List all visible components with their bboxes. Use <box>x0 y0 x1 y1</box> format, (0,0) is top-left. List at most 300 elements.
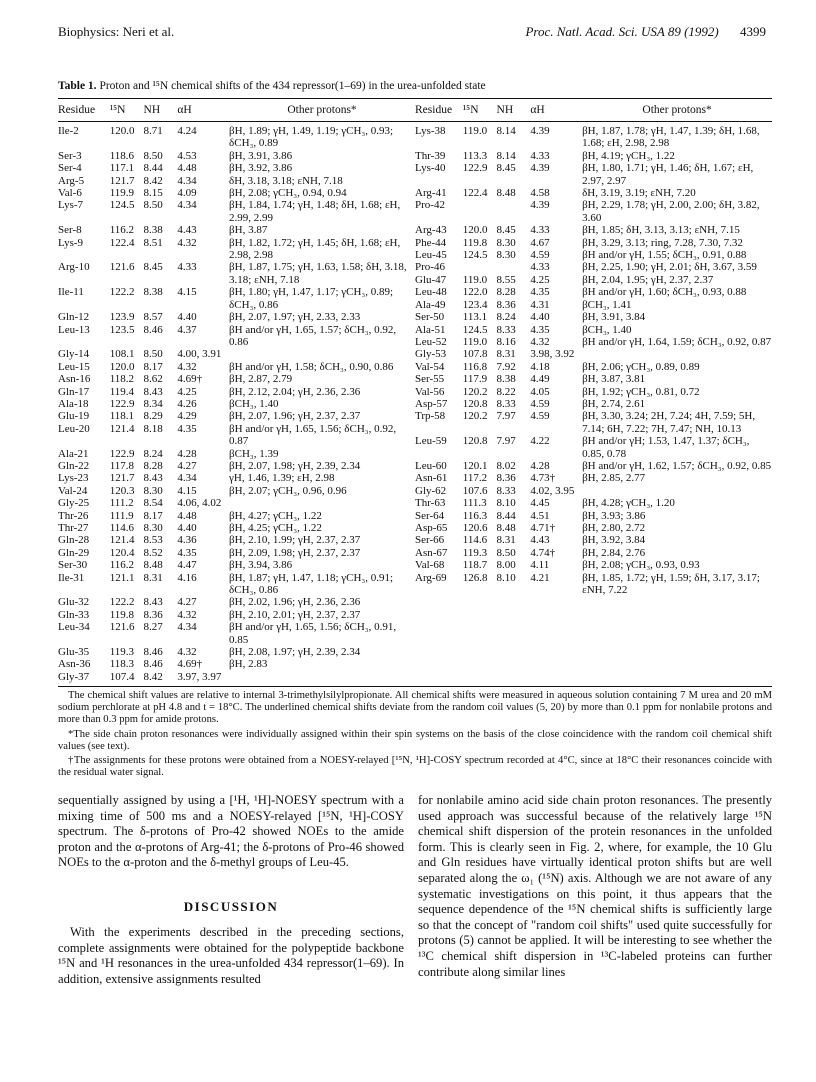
body-left-column <box>58 793 404 987</box>
residue-cell: Ser-66 <box>415 534 445 547</box>
other-protons-cell: βH, 2.07, 1.96; γH, 2.37, 2.37 <box>229 410 361 423</box>
residue-cell: Lys-38 <box>415 125 446 137</box>
other-protons-cell: βH, 3.94, 3.86 <box>229 559 293 572</box>
other-protons-cell: βH and/or γH, 1.65, 1.56; δCH₃, 0.92, 0.87 <box>229 422 397 448</box>
nh-cell: 8.02 <box>496 459 516 472</box>
nh-cell: 8.48 <box>143 559 163 572</box>
ah-cell: 4.59 <box>530 249 550 262</box>
n15-cell: 108.1 <box>109 348 135 361</box>
ah-cell: 4.33 <box>530 224 550 237</box>
nh-cell: 8.10 <box>496 571 516 584</box>
nh-cell: 8.50 <box>143 199 163 212</box>
table-row <box>415 311 772 323</box>
n15-cell: 116.2 <box>109 224 135 237</box>
other-protons-cell: δH, 3.18, 3.18; εNH, 7.18 <box>229 174 343 187</box>
n15-cell: 122.2 <box>109 596 135 609</box>
col-other-2: Other protons* <box>642 104 712 116</box>
ah-cell: 4.36 <box>177 534 197 547</box>
n15-cell: 107.8 <box>462 348 488 361</box>
table-row <box>415 398 772 410</box>
n15-cell: 113.1 <box>462 311 488 324</box>
other-protons-cell: βH, 2.09, 1.98; γH, 2.37, 2.37 <box>229 546 361 559</box>
residue-cell: Ser-8 <box>58 224 82 237</box>
table-row <box>415 435 772 460</box>
table-row <box>58 547 415 559</box>
residue-cell: Val-6 <box>58 187 82 200</box>
residue-cell: Arg-41 <box>415 187 447 200</box>
n15-cell: 107.4 <box>109 670 135 683</box>
nh-cell: 8.53 <box>143 534 163 547</box>
ah-cell: 4.32 <box>177 236 197 249</box>
table-row <box>58 286 415 311</box>
table-row <box>58 609 415 621</box>
other-protons-cell: βCH₃, 1.40 <box>582 323 632 336</box>
residue-cell: Gly-25 <box>58 497 90 510</box>
other-protons-cell: βH and/or γH, 1.55; δCH₃, 0.91, 0.88 <box>582 249 747 262</box>
table-row <box>58 534 415 546</box>
other-protons-cell: βH, 1.92; γCH₃, 0.81, 0.72 <box>582 385 700 398</box>
table-row <box>58 658 415 670</box>
n15-cell: 119.3 <box>462 546 488 559</box>
nh-cell: 8.62 <box>143 373 163 386</box>
n15-cell: 122.2 <box>109 286 135 299</box>
other-protons-cell: βH, 2.08, 1.97; γH, 2.39, 2.34 <box>229 646 361 659</box>
table-row <box>58 522 415 534</box>
table-row <box>58 423 415 448</box>
nh-cell: 8.36 <box>496 298 516 311</box>
ah-cell: 4.05 <box>530 385 550 398</box>
table-row <box>415 274 772 286</box>
residue-cell: Asn-16 <box>58 373 91 386</box>
col-15n: ¹⁵N <box>109 104 126 116</box>
table-row <box>58 324 415 349</box>
other-protons-cell: βH, 3.91, 3.84 <box>582 311 646 324</box>
n15-cell: 122.9 <box>109 397 135 410</box>
table-right-half <box>415 125 772 683</box>
nh-cell: 8.44 <box>496 509 516 522</box>
residue-cell: Trp-58 <box>415 410 446 423</box>
residue-cell: Gly-62 <box>415 484 447 497</box>
table-row <box>415 237 772 249</box>
residue-cell: Gly-37 <box>58 670 90 683</box>
nh-cell: 8.45 <box>143 261 163 274</box>
nh-cell: 7.97 <box>496 410 516 423</box>
discussion-paragraph: With the experiments described in the preceding sections, complete assignments were obtained for the polypeptide backbone ¹⁵N and ¹H resonances in the urea-unfolded 434 repressor(1–69). In addition, extensive assignments resulted <box>58 924 404 986</box>
table-label: Table 1. <box>58 80 97 92</box>
nh-cell: 8.33 <box>496 323 516 336</box>
residue-cell: Lys-7 <box>58 199 84 212</box>
other-protons-cell: βH, 3.87, 3.81 <box>582 373 646 386</box>
residue-cell: Leu-13 <box>58 323 90 336</box>
other-protons-cell: βH, 3.92, 3.86 <box>229 162 293 175</box>
table-row <box>415 361 772 373</box>
ah-cell: 4.00, 3.91 <box>177 348 222 361</box>
table-row <box>415 373 772 385</box>
other-protons-cell: βH, 1.87, 1.75; γH, 1.63, 1.58; δH, 3.18, 3.18; εNH, 7.18 <box>229 261 407 286</box>
nh-cell: 8.43 <box>143 472 163 485</box>
table-row <box>415 410 772 435</box>
ah-cell: 4.22 <box>530 435 550 448</box>
table-header <box>58 99 772 121</box>
ah-cell: 3.97, 3.97 <box>177 670 222 683</box>
n15-cell: 120.6 <box>462 522 488 534</box>
ah-cell: 4.34 <box>177 472 197 485</box>
other-protons-cell: βH, 1.87; γH, 1.47, 1.18; γCH₃, 0.91; δCH₃, 0.86 <box>229 571 394 597</box>
other-protons-cell: βH, 3.93; 3.86 <box>582 509 646 522</box>
n15-cell: 120.4 <box>109 546 135 559</box>
residue-cell: Gln-33 <box>58 608 90 621</box>
nh-cell: 7.92 <box>496 360 516 373</box>
ah-cell: 4.06, 4.02 <box>177 497 222 510</box>
other-protons-cell <box>227 671 415 683</box>
other-protons-cell: βH, 2.74, 2.61 <box>582 397 646 410</box>
ah-cell: 4.47 <box>177 559 197 572</box>
table-caption <box>58 80 486 92</box>
n15-cell: 120.8 <box>462 435 488 448</box>
table-footnotes <box>58 690 772 781</box>
nh-cell: 8.28 <box>496 286 516 299</box>
nh-cell: 8.50 <box>143 149 163 162</box>
other-protons-cell: βH, 2.80, 2.72 <box>582 522 646 534</box>
nh-cell: 8.00 <box>496 559 516 572</box>
table-row <box>415 472 772 484</box>
ah-cell: 4.33 <box>530 149 550 162</box>
nh-cell: 8.43 <box>143 596 163 609</box>
residue-cell: Thr-39 <box>415 149 446 162</box>
n15-cell: 122.9 <box>462 162 488 175</box>
ah-cell: 4.28 <box>177 447 197 460</box>
n15-cell: 116.2 <box>109 559 135 572</box>
col-residue-2: Residue <box>415 104 453 116</box>
ah-cell: 4.24 <box>177 125 197 137</box>
n15-cell: 121.4 <box>109 534 135 547</box>
ah-cell: 4.73† <box>530 472 556 485</box>
nh-cell: 8.52 <box>143 546 163 559</box>
table-row <box>58 448 415 460</box>
residue-cell: Lys-9 <box>58 236 84 249</box>
n15-cell: 120.2 <box>462 385 488 398</box>
n15-cell: 119.0 <box>462 335 488 348</box>
table-row <box>58 261 415 286</box>
other-protons-cell: βH, 2.12, 2.04; γH, 2.36, 2.36 <box>229 385 361 398</box>
table-row <box>415 299 772 311</box>
residue-cell: Leu-20 <box>58 422 90 435</box>
nh-cell: 8.30 <box>143 484 163 497</box>
ah-cell: 4.25 <box>177 385 197 398</box>
n15-cell: 117.2 <box>462 472 488 485</box>
residue-cell: Ser-50 <box>415 311 445 324</box>
table-row <box>58 224 415 236</box>
other-protons-cell: βH, 2.08; γCH₃, 0.93, 0.93 <box>582 559 700 572</box>
other-protons-cell <box>227 348 415 360</box>
data-table <box>58 98 772 687</box>
table-row <box>415 199 772 224</box>
other-protons-cell: βH, 2.83 <box>229 658 268 671</box>
n15-cell: 118.1 <box>109 410 135 423</box>
table-row <box>415 324 772 336</box>
ah-cell: 4.34 <box>177 621 197 634</box>
nh-cell: 8.71 <box>143 125 163 137</box>
residue-cell: Ser-3 <box>58 149 82 162</box>
ah-cell: 4.39 <box>530 162 550 175</box>
ah-cell: 4.33 <box>177 261 197 274</box>
n15-cell: 119.0 <box>462 273 488 286</box>
other-protons-cell: βH, 3.87 <box>229 224 268 237</box>
residue-cell: Glu-35 <box>58 646 90 659</box>
residue-cell: Pro-46 <box>415 261 445 274</box>
table-row <box>415 572 772 597</box>
table-row <box>58 572 415 597</box>
nh-cell: 8.45 <box>496 162 516 175</box>
n15-cell: 114.6 <box>462 534 488 547</box>
residue-cell: Ile-2 <box>58 125 79 137</box>
table-row <box>58 410 415 422</box>
table-row <box>415 150 772 162</box>
other-protons-cell: βH and/or γH; 1.53, 1.47, 1.37; δCH₃, 0.85, 0.78 <box>582 435 750 460</box>
table-left-half <box>58 125 415 683</box>
n15-cell: 120.0 <box>109 360 135 373</box>
other-protons-cell: βH, 4.25; γCH₃, 1.22 <box>229 522 322 534</box>
other-protons-cell: βCH₃, 1.41 <box>582 298 632 311</box>
residue-cell: Glu-32 <box>58 596 90 609</box>
nh-cell: 8.54 <box>143 497 163 510</box>
other-protons-cell: βH, 4.27; γCH₃, 1.22 <box>229 509 322 522</box>
ah-cell: 4.40 <box>530 311 550 324</box>
residue-cell: Val-56 <box>415 385 445 398</box>
n15-cell: 121.4 <box>109 422 135 435</box>
residue-cell: Gln-28 <box>58 534 90 547</box>
section-heading: DISCUSSION <box>183 898 279 914</box>
other-protons-cell: βH, 3.91, 3.86 <box>229 149 293 162</box>
nh-cell: 8.24 <box>496 311 516 324</box>
n15-cell: 120.0 <box>109 125 135 137</box>
other-protons-cell: βH, 3.29, 3.13; ring, 7.28, 7.30, 7.32 <box>582 236 743 249</box>
header-citation: Proc. Natl. Acad. Sci. USA 89 (1992) <box>525 24 719 39</box>
nh-cell: 8.36 <box>143 608 163 621</box>
n15-cell: 120.0 <box>462 224 488 237</box>
residue-cell: Lys-40 <box>415 162 446 175</box>
ah-cell: 4.33 <box>530 261 550 274</box>
residue-cell: Glu-47 <box>415 273 447 286</box>
residue-cell: Gly-14 <box>58 348 90 361</box>
nh-cell: 8.15 <box>143 187 163 200</box>
nh-cell: 8.30 <box>143 522 163 534</box>
residue-cell: Leu-60 <box>415 459 447 472</box>
ah-cell: 4.39 <box>530 125 550 137</box>
nh-cell: 8.44 <box>143 162 163 175</box>
n15-cell: 121.1 <box>109 571 135 584</box>
col-other: Other protons* <box>287 104 357 116</box>
nh-cell: 7.97 <box>496 435 516 448</box>
ah-cell: 4.40 <box>177 522 197 534</box>
nh-cell: 8.30 <box>496 236 516 249</box>
table-row <box>415 286 772 298</box>
residue-cell: Gln-17 <box>58 385 90 398</box>
other-protons-cell: βH, 2.02, 1.96; γH, 2.36, 2.36 <box>229 596 361 609</box>
nh-cell: 8.38 <box>143 286 163 299</box>
nh-cell: 8.18 <box>143 422 163 435</box>
n15-cell: 118.2 <box>109 373 135 386</box>
table-row <box>415 510 772 522</box>
other-protons-cell: βH and/or γH, 1.65, 1.56; δCH₃, 0.91, 0.85 <box>229 621 397 646</box>
ah-cell: 4.51 <box>530 509 550 522</box>
n15-cell: 122.9 <box>109 447 135 460</box>
nh-cell: 8.14 <box>496 149 516 162</box>
footnote-dagger: †The assignments for these protons were obtained from a NOESY-relayed [¹⁵N, ¹H]-COSY spectrum recorded at 4°C, since at 18°C their resonances coincide with the residual water signal. <box>58 755 772 779</box>
n15-cell: 118.7 <box>462 559 488 572</box>
n15-cell: 114.6 <box>109 522 135 534</box>
residue-cell: Ala-21 <box>58 447 89 460</box>
n15-cell: 120.3 <box>109 484 135 497</box>
residue-cell: Leu-52 <box>415 335 447 348</box>
other-protons-cell: βH, 2.07, 1.97; γH, 2.33, 2.33 <box>229 311 361 324</box>
other-protons-cell: βH, 2.87, 2.79 <box>229 373 293 386</box>
body-paragraph-right: for nonlabile amino acid side chain proton resonances. The presently used approach was successful because of the relatively large ¹⁵N chemical shift dispersion of the protein resonances in the unfolded form. This is clearly seen in Fig. 2, where, for example, the 10 Glu and Gln residues have virtually identical proton shifts but are well separated along the ω₁ (¹⁵N) axis. Although we are not aware of any systematic investigations on this point, it thus appears that the sequence dependence of the ¹⁵N chemical shifts is sufficiently large so that the concept of "random coil shifts" used quite successfully for protons (5) cannot be applied. It will be interesting to see whether the ¹³C chemical shift dispersion in ¹³C-labeled proteins can further contribute along similar lines <box>418 793 772 979</box>
ah-cell: 4.35 <box>530 286 550 299</box>
nh-cell: 8.31 <box>496 348 516 361</box>
other-protons-cell: γH, 1.46, 1.39; εH, 2.98 <box>229 472 335 485</box>
ah-cell: 4.11 <box>530 559 550 572</box>
body-paragraph: sequentially assigned by using a [¹H, ¹H]-NOESY spectrum with a mixing time of 500 ms and a NOESY-relayed [¹⁵N, ¹H]-COSY spectrum. The δ-protons of Pro-42 showed NOEs to the amide proton and the α-protons of Arg-41; the δ-protons of Pro-46 showed NOEs to the α-proton and the δ-methyl groups of Leu-45. <box>58 793 404 870</box>
running-header <box>58 24 766 44</box>
n15-cell: 119.8 <box>462 236 488 249</box>
other-protons-cell: βH, 1.82, 1.72; γH, 1.45; δH, 1.68; εH, 2.98, 2.98 <box>229 236 401 262</box>
nh-cell: 8.51 <box>143 236 163 249</box>
table-row <box>58 199 415 224</box>
ah-cell: 4.25 <box>530 273 550 286</box>
ah-cell: 4.32 <box>177 646 197 659</box>
residue-cell: Val-54 <box>415 360 445 373</box>
other-protons-cell: βH, 2.07; γCH₃, 0.96, 0.96 <box>229 484 347 497</box>
other-protons-cell: βH, 4.28; γCH₃, 1.20 <box>582 497 675 510</box>
table-row <box>58 361 415 373</box>
table-row <box>58 386 415 398</box>
table-row <box>415 534 772 546</box>
n15-cell: 117.1 <box>109 162 135 175</box>
ah-cell: 4.40 <box>177 311 197 324</box>
ah-cell: 4.34 <box>177 174 197 187</box>
other-protons-cell: βH and/or γH, 1.58; δCH₃, 0.90, 0.86 <box>229 360 394 373</box>
ah-cell: 4.27 <box>177 459 197 472</box>
table-row <box>415 249 772 261</box>
n15-cell: 122.4 <box>462 187 488 200</box>
table-row <box>415 547 772 559</box>
other-protons-cell: βH, 4.19; γCH₃, 1.22 <box>582 149 675 162</box>
other-protons-cell <box>580 485 772 497</box>
ah-cell: 4.37 <box>177 323 197 336</box>
residue-cell: Arg-43 <box>415 224 447 237</box>
nh-cell: 8.33 <box>496 484 516 497</box>
ah-cell: 4.35 <box>177 422 197 435</box>
n15-cell <box>463 261 497 273</box>
residue-cell: Thr-63 <box>415 497 446 510</box>
other-protons-cell: βH, 2.10, 1.99; γH, 2.37, 2.37 <box>229 534 361 547</box>
table-row <box>58 125 415 150</box>
table-title: Proton and ¹⁵N chemical shifts of the 434 repressor(1–69) in the urea-unfolded state <box>99 80 486 92</box>
footnote-main: The chemical shift values are relative to internal 3-trimethylsilylpropionate. All chemical shifts were measured in aqueous solution containing 7 M urea and 20 mM sodium perchlorate at pH 4.8 and t = 18°C. The underlined chemical shifts deviate from the random coil values (5, 20) by more than 0.1 ppm for nonlabile protons and more than 0.3 ppm for amide protons. <box>58 690 772 726</box>
table-row <box>58 150 415 162</box>
ah-cell: 4.59 <box>530 397 550 410</box>
other-protons-cell: βH, 2.10, 2.01; γH, 2.37, 2.37 <box>229 608 361 621</box>
table-row <box>58 671 415 683</box>
other-protons-cell: βH, 2.25, 1.90; γH, 2.01; δH, 3.67, 3.59 <box>582 261 757 274</box>
other-protons-cell: βH, 2.07, 1.98; γH, 2.39, 2.34 <box>229 459 361 472</box>
table-row <box>58 485 415 497</box>
ah-cell: 4.28 <box>530 459 550 472</box>
nh-cell <box>497 199 531 224</box>
nh-cell: 8.28 <box>143 459 163 472</box>
n15-cell: 117.9 <box>462 373 488 386</box>
other-protons-cell <box>580 348 772 360</box>
nh-cell: 8.50 <box>496 546 516 559</box>
other-protons-cell: βH, 1.80, 1.71; γH, 1.46; δH, 1.67; εH, 2.97, 2.97 <box>582 162 754 187</box>
residue-cell: Thr-26 <box>58 509 89 522</box>
ah-cell: 4.71† <box>530 522 556 534</box>
nh-cell: 8.38 <box>496 373 516 386</box>
n15-cell: 119.9 <box>109 187 135 200</box>
table-row <box>58 646 415 658</box>
other-protons-cell: βH and/or γH, 1.64, 1.59; δCH₃, 0.92, 0.87 <box>582 335 772 348</box>
nh-cell: 8.27 <box>143 621 163 634</box>
other-protons-cell: βH, 1.84, 1.74; γH, 1.48; δH, 1.68; εH, 2.99, 2.99 <box>229 199 401 224</box>
other-protons-cell: βH, 2.06; γCH₃, 0.89, 0.89 <box>582 360 700 373</box>
table-row <box>58 175 415 187</box>
nh-cell: 8.36 <box>496 472 516 485</box>
nh-cell: 8.10 <box>496 497 516 510</box>
ah-cell: 4.27 <box>177 596 197 609</box>
page-number: 4399 <box>740 24 766 39</box>
ah-cell: 4.69† <box>177 658 203 671</box>
residue-cell: Val-24 <box>58 484 88 497</box>
table-row <box>58 510 415 522</box>
residue-cell: Thr-27 <box>58 522 89 534</box>
residue-cell: Arg-5 <box>58 174 85 187</box>
nh-cell: 8.29 <box>143 410 163 423</box>
nh-cell: 8.46 <box>143 646 163 659</box>
nh-cell: 8.46 <box>143 658 163 671</box>
nh-cell: 8.17 <box>143 509 163 522</box>
ah-cell: 4.43 <box>530 534 550 547</box>
ah-cell: 4.48 <box>177 162 197 175</box>
col-15n-2: ¹⁵N <box>462 104 479 116</box>
residue-cell: Glu-19 <box>58 410 90 423</box>
other-protons-cell: βCH₃, 1.40 <box>229 397 279 410</box>
other-protons-cell: βH and/or γH, 1.60; δCH₃, 0.93, 0.88 <box>582 286 747 299</box>
n15-cell: 120.8 <box>462 397 488 410</box>
ah-cell: 4.58 <box>530 187 550 200</box>
nh-cell: 8.57 <box>143 311 163 324</box>
ah-cell: 4.16 <box>177 571 197 584</box>
ah-cell: 4.09 <box>177 187 197 200</box>
residue-cell: Asp-65 <box>415 522 448 534</box>
n15-cell: 111.3 <box>462 497 487 510</box>
ah-cell: 4.18 <box>530 360 550 373</box>
residue-cell: Phe-44 <box>415 236 447 249</box>
nh-cell: 8.46 <box>143 323 163 336</box>
residue-cell: Pro-42 <box>415 199 445 212</box>
ah-cell: 4.59 <box>530 410 550 423</box>
residue-cell: Ser-4 <box>58 162 82 175</box>
body-right-column <box>418 793 772 980</box>
nh-cell: 8.55 <box>496 273 516 286</box>
ah-cell: 4.39 <box>530 199 550 212</box>
table-row <box>58 373 415 385</box>
nh-cell: 8.16 <box>496 335 516 348</box>
n15-cell: 119.0 <box>462 125 488 137</box>
ah-cell: 3.98, 3.92 <box>530 348 575 361</box>
ah-cell: 4.69† <box>177 373 203 386</box>
table-row <box>58 497 415 509</box>
